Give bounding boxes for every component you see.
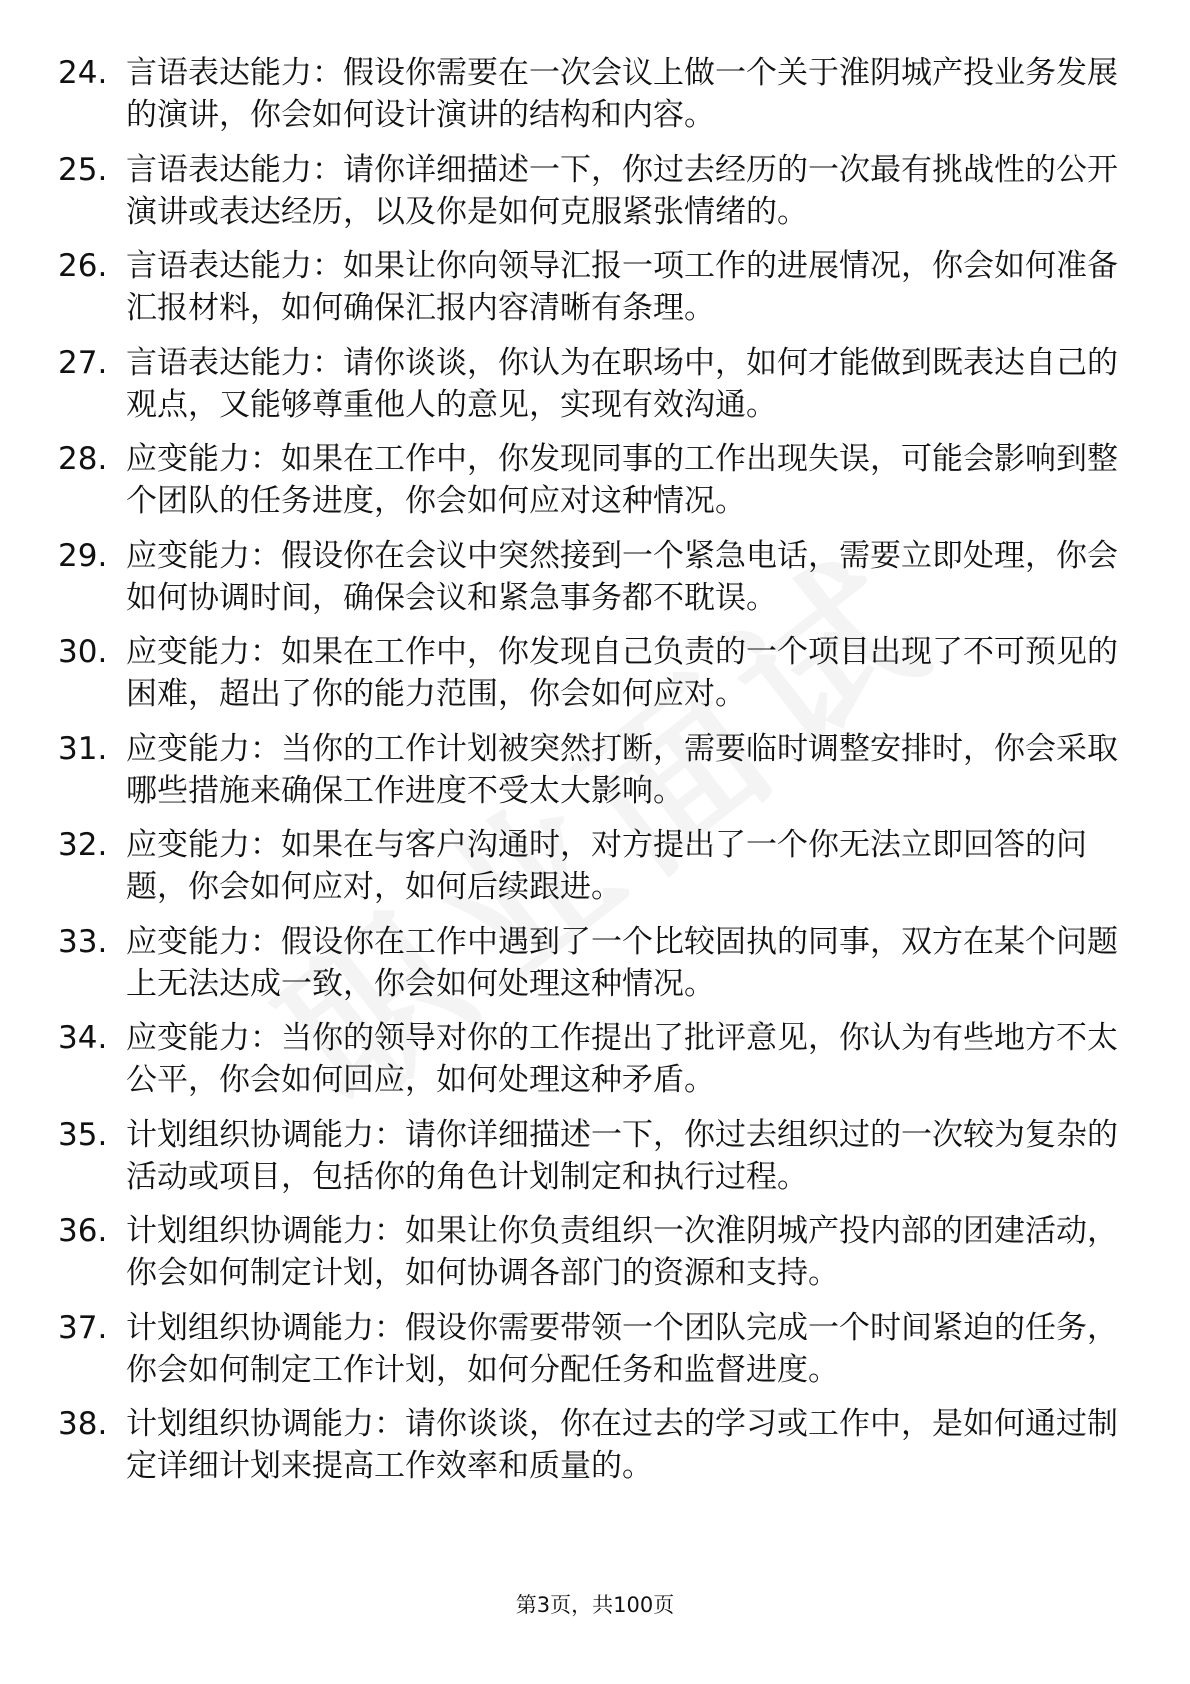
- question-number: 28.: [58, 441, 108, 477]
- question-text: 计划组织协调能力：请你谈谈，你在过去的学习或工作中，是如何通过制定详细计划来提高工作效率和质量的。: [126, 1406, 1118, 1484]
- question-list: [58, 52, 1118, 1500]
- page-number-label: 第3页，共100页: [515, 1593, 675, 1617]
- question-text: 应变能力：当你的领导对你的工作提出了批评意见，你认为有些地方不太公平，你会如何回应，如何处理这种矛盾。: [126, 1020, 1118, 1098]
- list-item: [58, 342, 1118, 426]
- question-number: 35.: [58, 1116, 108, 1153]
- question-text: 计划组织协调能力：假设你需要带领一个团队完成一个时间紧迫的任务，你会如何制定工作计划，如何分配任务和监督进度。: [126, 1309, 1118, 1388]
- question-number: 34.: [58, 1020, 108, 1056]
- question-text: 应变能力：如果在工作中，你发现自己负责的一个项目出现了不可预见的困难，超出了你的能力范围，你会如何应对。: [126, 634, 1118, 712]
- list-item: [58, 1017, 1118, 1101]
- page-footer: [0, 1590, 1190, 1620]
- list-item: [58, 1307, 1118, 1391]
- list-item: [58, 149, 1118, 233]
- question-number: 25.: [58, 151, 108, 188]
- question-number: 30.: [58, 634, 108, 670]
- question-text: 言语表达能力：如果让你向领导汇报一项工作的进展情况，你会如何准备汇报材料，如何确保汇报内容清晰有条理。: [126, 248, 1118, 326]
- question-text: 言语表达能力：假设你需要在一次会议上做一个关于淮阴城产投业务发展的演讲，你会如何设计演讲的结构和内容。: [126, 55, 1118, 133]
- question-text: 应变能力：假设你在会议中突然接到一个紧急电话，需要立即处理，你会如何协调时间，确保会议和紧急事务都不耽误。: [126, 537, 1118, 616]
- question-text: 言语表达能力：请你谈谈，你认为在职场中，如何才能做到既表达自己的观点，又能够尊重他人的意见，实现有效沟通。: [126, 344, 1118, 423]
- question-number: 32.: [58, 827, 108, 863]
- list-item: [58, 245, 1118, 329]
- question-text: 言语表达能力：请你详细描述一下，你过去经历的一次最有挑战性的公开演讲或表达经历，以及你是如何克服紧张情绪的。: [126, 151, 1118, 230]
- question-number: 31.: [58, 730, 108, 767]
- question-number: 27.: [58, 344, 108, 381]
- list-item: [58, 535, 1118, 619]
- question-number: 29.: [58, 537, 108, 574]
- list-item: [58, 1114, 1118, 1198]
- question-text: 应变能力：如果在工作中，你发现同事的工作出现失误，可能会影响到整个团队的任务进度，你会如何应对这种情况。: [126, 441, 1118, 519]
- question-number: 24.: [58, 55, 108, 91]
- question-text: 计划组织协调能力：请你详细描述一下，你过去组织过的一次较为复杂的活动或项目，包括你的角色计划制定和执行过程。: [126, 1116, 1118, 1195]
- question-number: 26.: [58, 248, 108, 284]
- list-item: [58, 1403, 1118, 1487]
- list-item: [58, 824, 1118, 908]
- list-item: [58, 631, 1118, 715]
- question-text: 应变能力：假设你在工作中遇到了一个比较固执的同事，双方在某个问题上无法达成一致，你会如何处理这种情况。: [126, 923, 1118, 1002]
- question-text: 计划组织协调能力：如果让你负责组织一次淮阴城产投内部的团建活动，你会如何制定计划，如何协调各部门的资源和支持。: [126, 1213, 1118, 1291]
- question-number: 36.: [58, 1213, 108, 1249]
- question-number: 37.: [58, 1309, 108, 1346]
- list-item: [58, 438, 1118, 522]
- list-item: [58, 921, 1118, 1005]
- question-number: 33.: [58, 923, 108, 960]
- question-text: 应变能力：如果在与客户沟通时，对方提出了一个你无法立即回答的问题，你会如何应对，如何后续跟进。: [126, 827, 1087, 905]
- question-number: 38.: [58, 1406, 108, 1442]
- list-item: [58, 728, 1118, 812]
- list-item: [58, 52, 1118, 136]
- question-text: 应变能力：当你的工作计划被突然打断，需要临时调整安排时，你会采取哪些措施来确保工作进度不受太大影响。: [126, 730, 1118, 809]
- list-item: [58, 1210, 1118, 1294]
